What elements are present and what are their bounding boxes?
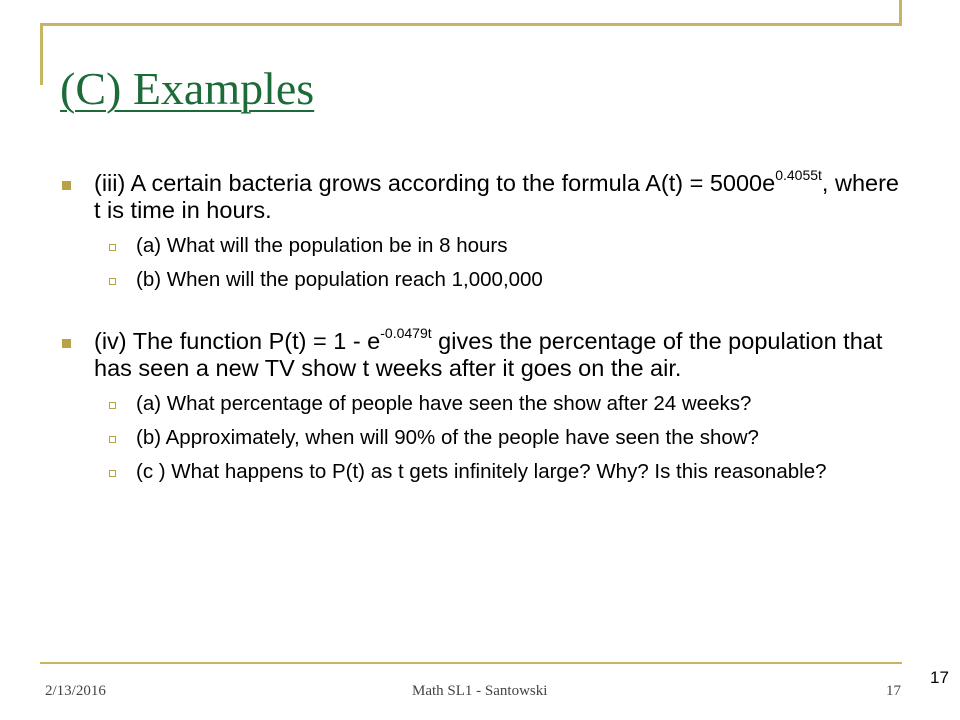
hollow-square-bullet-icon: [109, 278, 116, 285]
sub-bullet-item: (b) Approximately, when will 90% of the people have seen the show?: [62, 426, 902, 450]
footer-page-number: 17: [886, 683, 901, 699]
frame-right-line: [899, 0, 902, 26]
slide-title: (C) Examples: [60, 63, 315, 114]
sub-bullet-item: (a) What percentage of people have seen the show after 24 weeks?: [62, 392, 902, 416]
sub-bullet-item: (a) What will the population be in 8 hours: [62, 234, 902, 258]
hollow-square-bullet-icon: [109, 244, 116, 251]
frame-top-line: [40, 23, 902, 26]
item-text: (iii) A certain bacteria grows according to the formula $A(t) = 5000e^{0.4055t}$, where t is time in hours.: [94, 167, 899, 223]
slide-content: [62, 167, 902, 484]
slide-number: 17: [930, 668, 949, 687]
sub-bullet-item: (c ) What happens to P(t) as t gets infinitely large? Why? Is this reasonable?: [62, 460, 902, 484]
frame-bottom-line: [40, 662, 902, 664]
sub-bullet-item: (b) When will the population reach 1,000,000: [62, 268, 902, 292]
footer-date: 2/13/2016: [45, 683, 106, 699]
hollow-square-bullet-icon: [109, 436, 116, 443]
footer-center-text: Math SL1 - Santowski: [412, 683, 548, 699]
hollow-square-bullet-icon: [109, 470, 116, 477]
square-bullet-icon: [62, 339, 71, 348]
bullet-item-iv: [62, 325, 902, 382]
bullet-item-iii: [62, 167, 902, 224]
item-text: (iv) The function $P(t) = 1 - e^{-0.0479t}$ gives the percentage of the population that has seen a new TV show t weeks after it goes on the air.: [94, 325, 883, 381]
square-bullet-icon: [62, 181, 71, 190]
hollow-square-bullet-icon: [109, 402, 116, 409]
frame-left-line: [40, 23, 43, 85]
